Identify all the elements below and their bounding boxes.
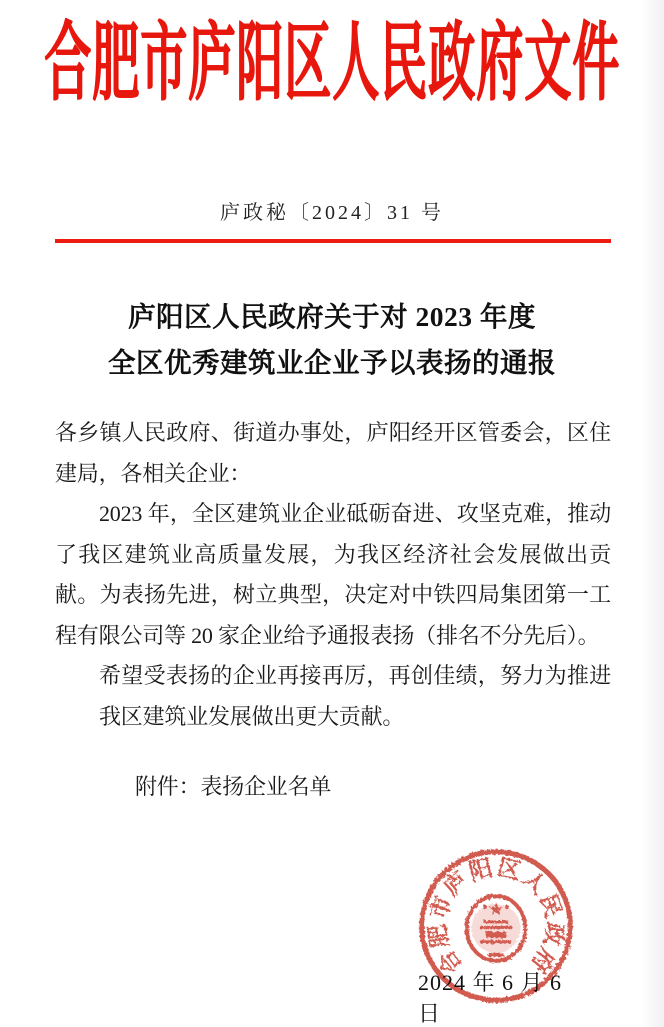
- body-paragraph-1: 2023 年，全区建筑业企业砥砺奋进、攻坚克难，推动了我区建筑业高质量发展，为我区经济社会发展做出贡献。为表扬先进，树立典型，决定对中铁四局集团第一工程有限公司等 20 家企业给予通报表扬（排名不分先后）。: [55, 501, 611, 648]
- letterhead: [0, 17, 664, 113]
- seal-text: 合肥市庐阳区人民政府: [424, 854, 568, 979]
- document-body: [55, 413, 611, 808]
- attachment-note: 附件：表扬企业名单: [135, 774, 332, 799]
- document-number: 庐政秘〔2024〕31 号: [220, 202, 444, 224]
- salutation: 各乡镇人民政府、街道办事处，庐阳经开区管委会，区住建局，各相关企业：: [55, 420, 611, 486]
- official-seal: [417, 847, 575, 1005]
- body-paragraph-2: 希望受表扬的企业再接再厉，再创佳绩，努力为推进我区建筑业发展做出更大贡献。: [99, 663, 611, 729]
- document-title-line1: 庐阳区人民政府关于对 2023 年度: [128, 301, 536, 332]
- document-title-line2: 全区优秀建筑业企业予以表扬的通报: [108, 347, 556, 378]
- letterhead-title: 合肥市庐阳区人民政府文件: [44, 17, 620, 113]
- document-title: [0, 294, 664, 386]
- red-separator-rule: [55, 239, 611, 243]
- national-emblem-icon: [467, 896, 525, 961]
- official-seal-graphic: [417, 847, 575, 1005]
- issue-date: 2024 年 6 月 6 日: [418, 970, 563, 1026]
